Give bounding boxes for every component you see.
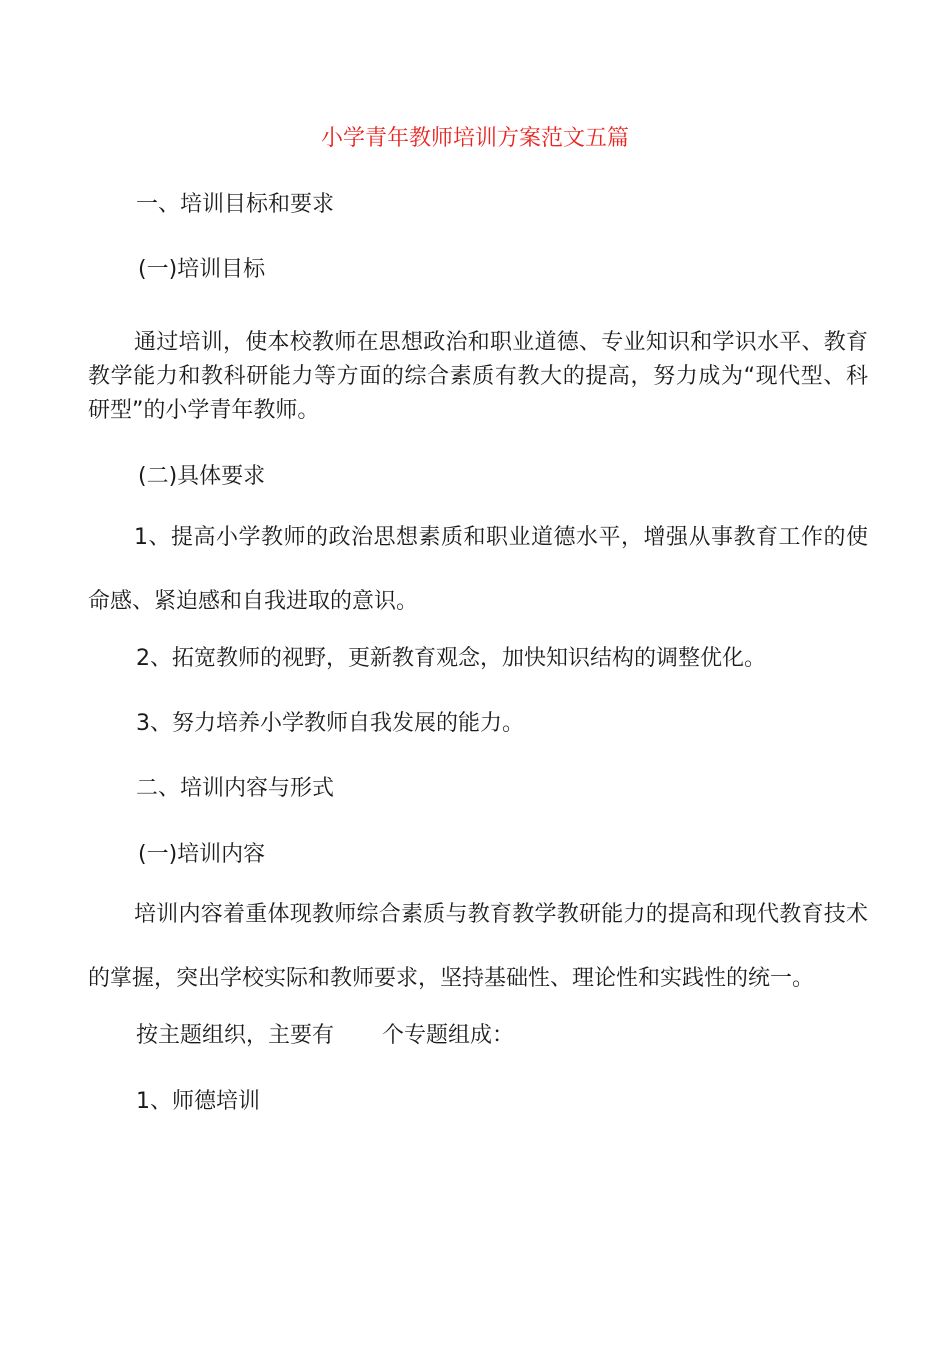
topic-item-1: 1、师德培训: [136, 1089, 260, 1114]
section-heading-content: 二、培训内容与形式: [136, 776, 335, 801]
topics-line: [136, 1025, 514, 1047]
document-title: 小学青年教师培训方案范文五篇: [320, 126, 629, 151]
requirement-item-3: 3、努力培养小学教师自我发展的能力。: [136, 711, 524, 736]
requirement-item-1: 1、提高小学教师的政治思想素质和职业道德水平，增强从事教育工作的使命感、紧迫感和自我进取的意识。: [88, 525, 868, 614]
subsection-heading-content: (一)培训内容: [138, 842, 266, 867]
subsection-heading-requirements: (二)具体要求: [138, 464, 266, 489]
content-paragraph: 培训内容着重体现教师综合素质与教育教学教研能力的提高和现代教育技术的掌握，突出学校实际和教师要求，坚持基础性、理论性和实践性的统一。: [88, 902, 868, 991]
requirement-item-2: 2、拓宽教师的视野，更新教育观念，加快知识结构的调整优化。: [136, 646, 766, 671]
subsection-heading-goal: (一)培训目标: [138, 257, 266, 282]
topics-text-after: 个专题组成：: [382, 1023, 515, 1048]
goal-paragraph: 通过培训，使本校教师在思想政治和职业道德、专业知识和学识水平、教育教学能力和教科研能力等方面的综合素质有教大的提高，努力成为“现代型、科研型”的小学青年教师。: [88, 330, 868, 423]
topics-text-before: 按主题组织，主要有: [136, 1023, 335, 1048]
section-heading-goals: 一、培训目标和要求: [136, 192, 335, 217]
